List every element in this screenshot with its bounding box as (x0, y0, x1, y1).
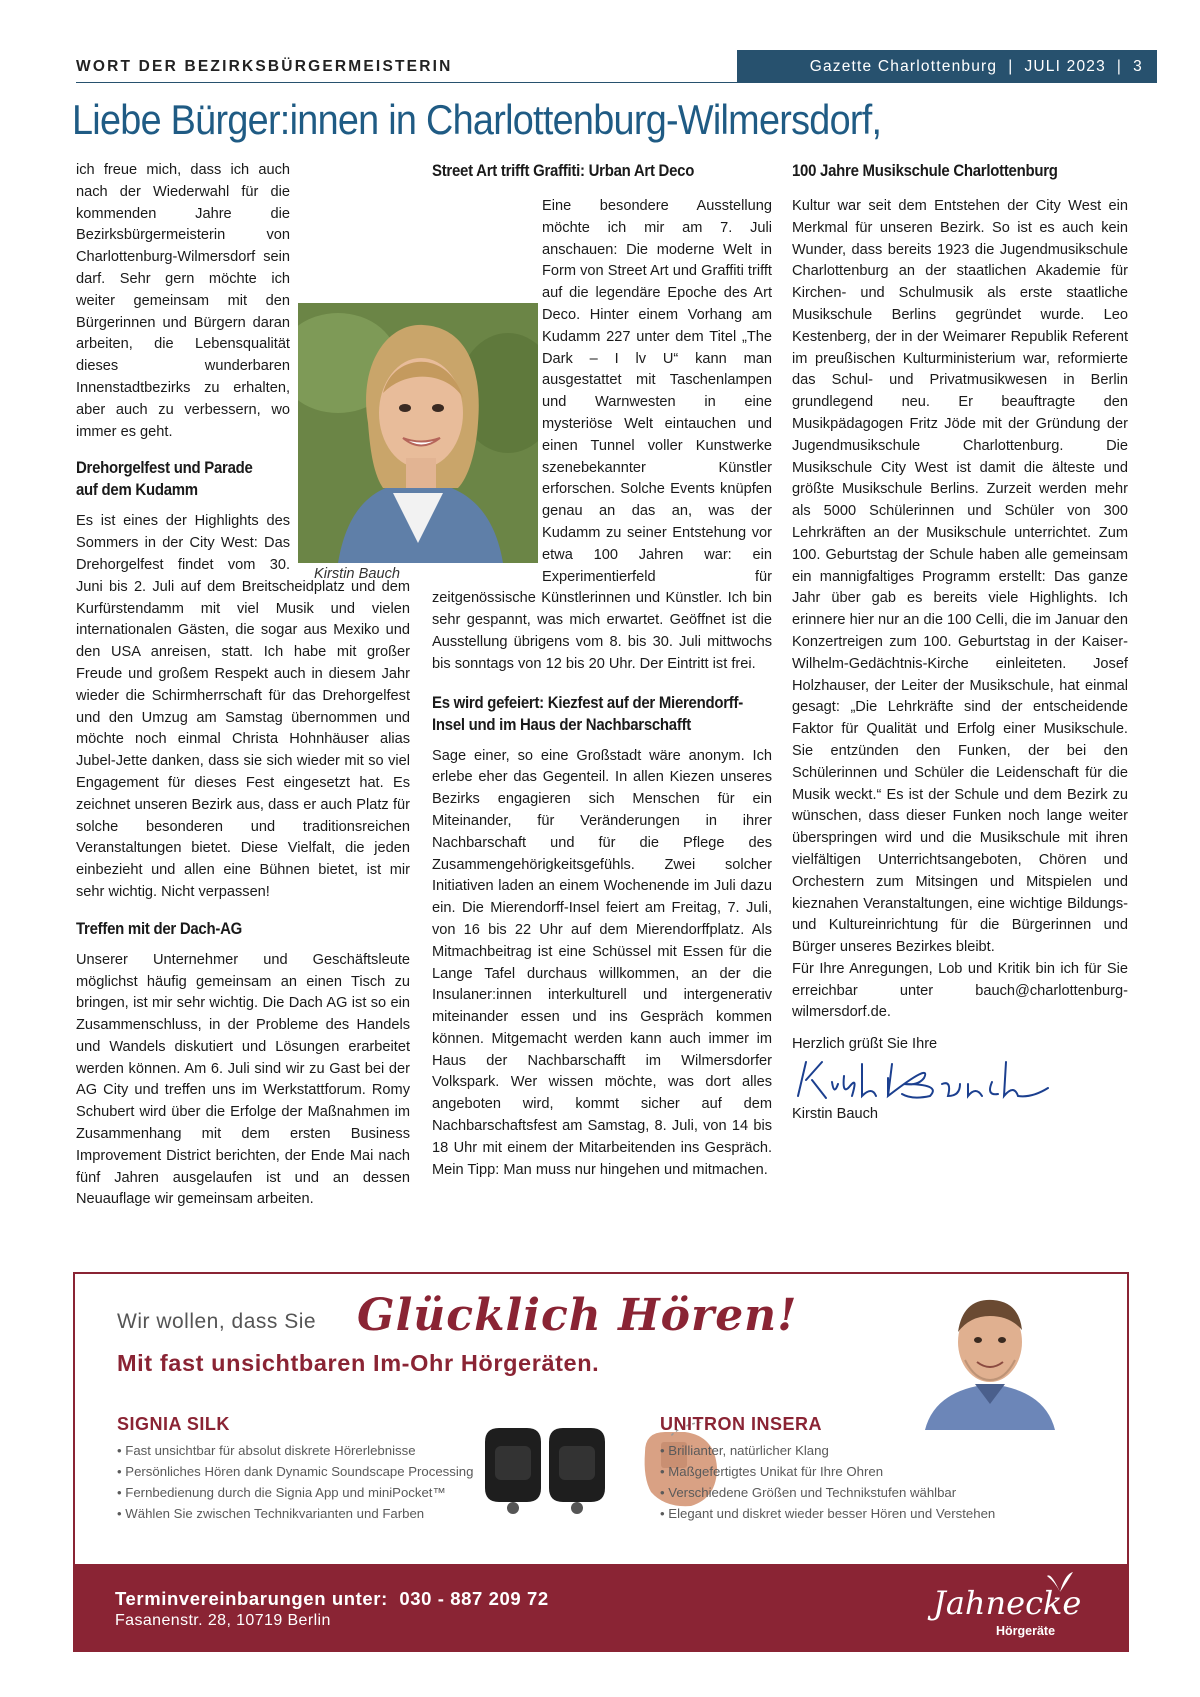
list-item: • Elegant und diskret wieder besser Hören und Verstehen (660, 1503, 995, 1524)
ad-subtitle: Mit fast unsichtbaren Im-Ohr Hörgeräten. (117, 1350, 600, 1376)
gazette-header-bar (737, 50, 1157, 83)
jahnecke-logo: Jahnecke (933, 1584, 1082, 1622)
paragraph-drehorgelfest: Es ist eines der Highlights des Sommers in der City West: Das Drehorgelfest findet vom 30. Juni bis 2. Juli auf dem Breitscheidplatz und dem Kurfürstendamm mit viel Musik und vielen internationalen Gästen, die sogar aus Mexiko und den USA anreisen, statt. Ich habe mit großer Freude und großem Respekt auch in diesem Jahr wieder die Schirmherrschaft für das Drehorgelfest und den Umzug am Samstag übernommen und möchte noch einmal Christa Hohnhäuser alias Jubel-Jette danken, dass sie sich wieder mit so viel Engagement für dieses Fest eingesetzt hat. Es zeichnet unseren Bezirk aus, dass er auch Platz für solche besonderen und traditionsreichen Veranstaltungen bietet. Diese Vielfalt, die jeden einbezieht und allen eine Bühnen bietet, ist mir sehr wichtig. Nicht verpassen! (76, 513, 410, 900)
page-headline: Liebe Bürger:innen in Charlottenburg-Wilmersdorf, (72, 96, 882, 143)
butterfly-logo-icon (1045, 1570, 1075, 1599)
list-item: • Brillianter, natürlicher Klang (660, 1440, 995, 1461)
photo-caption: Kirstin Bauch (314, 566, 400, 582)
section-label: WORT DER BEZIRKSBÜRGERMEISTERIN (76, 58, 453, 75)
person-photo-illustration (905, 1280, 1075, 1430)
paragraph-street-art: Eine besondere Ausstellung möchte ich mir am 7. Juli anschauen: Die moderne Welt in Form von Street Art und Graffiti trifft auf die legendäre Epoche des Art Deco. Hinter einem Vorhang am Kudamm 227 unter dem Titel „The Dark – I lv U“ kann man ausgestattet mit Taschenlampen und Warnwesten in eine mysteriöse Welt eintauchen und einen Tunnel voller Kunstwerke szenebekannter Künstler erforschen. Solche Events knüpfen genau an das an, was der Kudamm zu seiner Entstehung vor etwa 100 Jahren war: ein Experimentierfeld für zeitgenössische Künstlerinnen und Künstler. Ich bin sehr gespannt, was mich erwartet. Geöffnet ist die Ausstellung übrigens vom 8. bis 30. Juli mittwochs bis sonntags von 12 bis 20 Uhr. Der Eintritt ist frei. (432, 198, 772, 672)
greeting: Herzlich grüßt Sie Ihre (792, 1036, 938, 1053)
ad-right-title: UNITRON INSERA (660, 1414, 823, 1434)
ad-contact: Terminvereinbarungen unter: 030 - 887 209 72 (115, 1588, 549, 1609)
heading-street-art: Street Art trifft Graffiti: Urban Art Deco (432, 161, 695, 180)
ad-address: Fasanenstr. 28, 10719 Berlin (115, 1612, 331, 1629)
heading-drehorgelfest: Drehorgelfest und Parade (76, 458, 253, 478)
list-item: • Fast unsichtbar für absolut diskrete Hörerlebnisse (117, 1440, 473, 1461)
list-item: • Persönliches Hören dank Dynamic Soundscape Processing (117, 1461, 473, 1482)
acoustician-photo (905, 1280, 1075, 1430)
paragraph-dach-ag: Unserer Unternehmer und Geschäftsleute möglichst häufig gemeinsam an einen Tisch zu bringen, ist mir sehr wichtig. Die Dach AG ist so ein Zusammenschluss, in der Probleme des Handels und Wandels diskutiert und Lösungen erarbeitet werden können. Am 6. Juli sind wir zu Gast bei der AG City und treffen uns im Werkstattforum. Romy Schubert wird über die Erfolge der Maßnahmen im Zusammenhang mit dem ersten Business Improvement District berichten, der Ende Mai nach fünf Jahren ausgelaufen ist und an dessen Neuauflage wir gemeinsam arbeiten. (76, 951, 410, 1208)
ad-footer (75, 1564, 1127, 1652)
logo-subtitle: Hörgeräte (996, 1624, 1056, 1638)
header-rule (76, 82, 737, 83)
list-item: • Wählen Sie zwischen Technikvarianten und Farben (117, 1503, 473, 1524)
paragraph-contact: Für Ihre Anregungen, Lob und Kritik bin ich für Sie erreichbar unter bauch@charlottenburg-wilmersdorf.de. (792, 960, 1128, 1021)
column-left (76, 160, 410, 1211)
ad-right-list (660, 1440, 995, 1524)
column-middle (432, 160, 772, 1181)
list-item: • Verschiedene Größen und Technikstufen wählbar (660, 1482, 995, 1503)
list-item: • Maßgefertigtes Unikat für Ihre Ohren (660, 1461, 995, 1482)
hearing-aid-ad (73, 1272, 1129, 1652)
ad-script-tagline: Glücklich Hören! (357, 1290, 798, 1341)
heading-dach-ag: Treffen mit der Dach-AG (76, 918, 243, 938)
ad-tagline: Wir wollen, dass Sie (117, 1310, 317, 1333)
ad-left-list (117, 1440, 473, 1524)
list-item: • Fernbedienung durch die Signia App und miniPocket™ (117, 1482, 473, 1503)
signature (792, 1056, 1128, 1104)
signature-drawing (792, 1056, 1052, 1104)
ad-left-title: SIGNIA SILK (117, 1414, 230, 1434)
heading-drehorgelfest-line2: auf dem Kudamm (76, 480, 198, 500)
heading-musikschule: 100 Jahre Musikschule Charlottenburg (792, 161, 1058, 180)
heading-kiezfest-line2: Insel und im Haus der Nachbarschafft (432, 714, 692, 734)
intro-paragraph: ich freue mich, dass ich auch nach der Wiederwahl für die kommenden Jahre die Bezirksbürgermeisterin von Charlottenburg-Wilmersdorf sein darf. Sehr gern möchte ich weiter gemeinsam mit den Bürgerinnen und Bürgern daran arbeiten, die Lebensqualität dieses wunderbaren Innenstadtbezirks zu erhalten, aber auch zu verbessern, wo immer es geht. (76, 162, 290, 440)
paragraph-kiezfest: Sage einer, so eine Großstadt wäre anonym. Ich erlebe eher das Gegenteil. In allen Kiezen unseres Bezirks engagieren sich Menschen für ein Miteinander, für Veränderungen in ihrer Nachbarschaft und für die Pflege des Zusammengehörigkeitsgefühls. Zwei solcher Initiativen laden an einem Wochenende im Juli dazu ein. Die Mierendorff-Insel feiert am Freitag, 7. Juli, von 16 bis 22 Uhr auf dem Mierendorffplatz. Als Mitmachbeitrag ist eine Schüssel mit Essen für die Lange Tafel durchaus willkommen, an der die Insulaner:innen interkulturell und intergenerativ miteinander essen und ins Gespräch kommen können. Mitgemacht werden kann auch immer im Haus der Nachbarschafft im Wilmersdorfer Volkspark. Wer wissen möchte, was dort alles angeboten wird, kommt sicher auf dem Nachbarschaftsfest am Samstag, 8. Juli, von 14 bis 18 Uhr mit einem der Mitarbeitenden ins Gespräch. Mein Tipp: Man muss nur hingehen und mitmachen. (432, 747, 772, 1178)
float-spacer (432, 284, 542, 584)
paragraph-musikschule: Kultur war seit dem Entstehen der City West ein Merkmal für unseren Bezirk. So ist es auch kein Wunder, dass bereits 1923 die Jugendmusikschule Charlottenburg an der staatlichen Akademie für Kirchen- und Schulmusik als erste staatliche Musikschule Berlins gegründet wurde. Leo Kestenberg, der in der Weimarer Republik Referent im preußischen Kulturministerium war, reformierte das Schul- und Privatmusikwesen in Berlin grundlegend neu. Er beauftragte den Musikpädagogen Fritz Jöde mit der Gründung der Jugendmusikschule Charlottenburg. Die Musikschule City West ist damit die älteste und größte Musikschule Berlins. Zurzeit werden mehr als 5000 Schülerinnen und Schüler von 300 Lehrkräften an der Musikschule unterrichtet. Zum 100. Geburtstag der Schule haben alle gemeinsam ein mannigfaltiges Programm erstellt: Das ganze Jahr über gab es bereits viele Highlights. Ich erinnere hier nur an die 100 Celli, die im Januar den Konzertreigen zum 100. Geburtstag in der Kaiser-Wilhelm-Gedächtnis-Kirche einleiteten. Josef Holzhauser, der Leiter der Musikschule, hat einmal gesagt: „Die Lehrkräfte sind der entscheidende Faktor für Qualität und Erfolg einer Musikschule. Sie entzünden den Funken, der bei den Schülerinnen und Schüler die Leidenschaft für die Musik weckt.“ Es ist der Schule und dem Bezirk zu wünschen, dass dieser Funken noch lange weiter überspringen wird und die Musikschule mit ihren vielfältigen Unterrichtsangeboten, Chören und Orchestern zum Mitsingen und Mitspielen und kieznahen Veranstaltungen, eine wichtige Bildungs- und Kultureinrichtung für die Bürgerinnen und Bürger unseres Bezirkes bleibt. (792, 198, 1128, 956)
signature-name: Kirstin Bauch (792, 1106, 878, 1123)
heading-kiezfest: Es wird gefeiert: Kiezfest auf der Mierendorff- (432, 692, 743, 712)
column-right (792, 160, 1128, 1126)
gazette-issue-label: Gazette Charlottenburg | JULI 2023 | 3 (809, 57, 1143, 75)
